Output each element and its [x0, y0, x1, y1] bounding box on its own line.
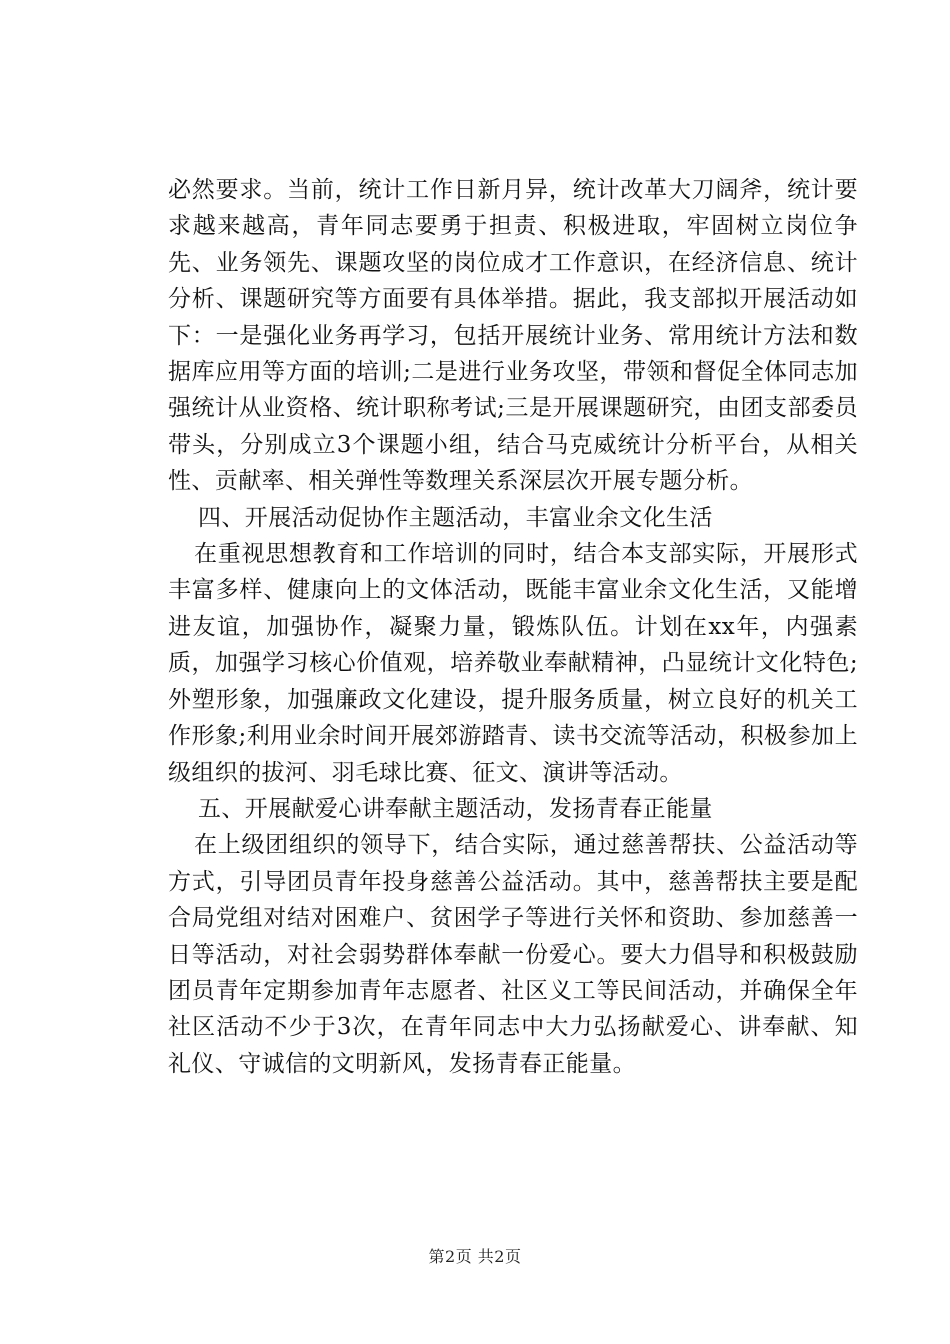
paragraph-cultural-activities: 在重视思想教育和工作培训的同时，结合本支部实际，开展形式丰富多样、健康向上的文体活动，既能丰富业余文化生活，又能增进友谊，加强协作，凝聚力量，锻炼队伍。计划在xx年，内强素质，加强学习核心价值观，培养敬业奉献精神，凸显统计文化特色;外塑形象，加强廉政文化建设，提升服务质量，树立良好的机关工作形象;利用业余时间开展郊游踏青、读书交流等活动，积极参加上级组织的拔河、羽毛球比赛、征文、演讲等活动。: [168, 541, 858, 786]
paragraph-charity-activities: 在上级团组织的领导下，结合实际，通过慈善帮扶、公益活动等方式，引导团员青年投身慈善公益活动。其中，慈善帮扶主要是配合局党组对结对困难户、贫困学子等进行关怀和资助、参加慈善一日等活动，对社会弱势群体奉献一份爱心。要大力倡导和积极鼓励团员青年定期参加青年志愿者、社区义工等民间活动，并确保全年社区活动不少于3次，在青年同志中大力弘扬献爱心、讲奉献、知礼仪、守诚信的文明新风，发扬青春正能量。: [168, 832, 858, 1077]
page-footer: [0, 1244, 950, 1267]
section-heading-four: 四、开展活动促协作主题活动，丰富业余文化生活: [198, 504, 713, 531]
paragraph-statistics-requirements: 必然要求。当前，统计工作日新月异，统计改革大刀阔斧，统计要求越来越高，青年同志要勇于担责、积极进取，牢固树立岗位争先、业务领先、课题攻坚的岗位成才工作意识，在经济信息、统计分析、课题研究等方面要有具体举措。据此，我支部拟开展活动如下：一是强化业务再学习，包括开展统计业务、常用统计方法和数据库应用等方面的培训;二是进行业务攻坚，带领和督促全体同志加强统计从业资格、统计职称考试;三是开展课题研究，由团支部委员带头，分别成立3个课题小组，结合马克威统计分析平台，从相关性、贡献率、相关弹性等数理关系深层次开展专题分析。: [168, 177, 858, 495]
document-body: [168, 172, 858, 1082]
section-heading-five: 五、开展献爱心讲奉献主题活动，发扬青春正能量: [198, 795, 713, 822]
page-number-label: 第2页 共2页: [428, 1247, 522, 1266]
